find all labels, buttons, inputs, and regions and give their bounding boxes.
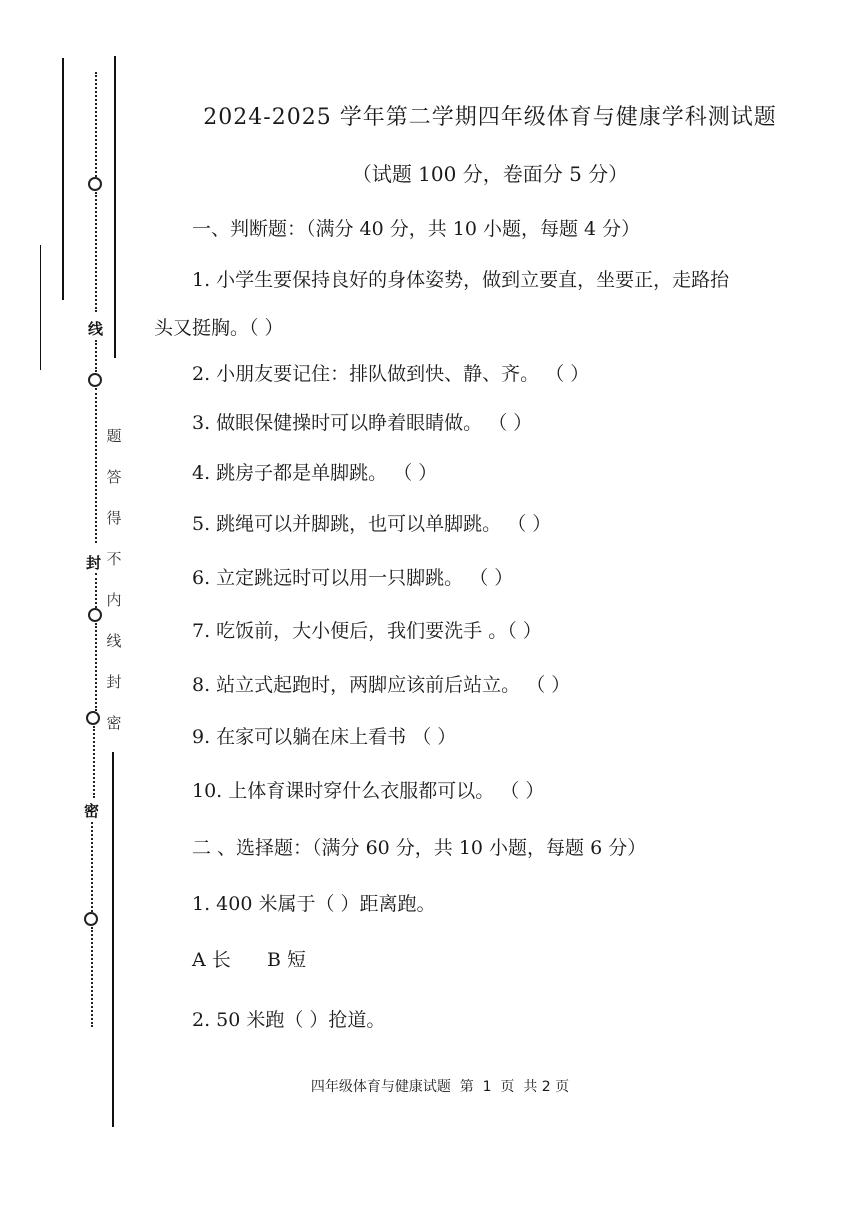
judge-question-1-line1: 1. 小学生要保持良好的身体姿势，做到立要直，坐要正，走路抬 <box>192 269 730 291</box>
instruction-char: 线 <box>106 632 122 650</box>
judge-question-2: 2. 小朋友要记住：排队做到快、静、齐。 （ ） <box>192 363 590 385</box>
margin-dotted-line-3 <box>95 340 97 372</box>
margin-ring-5 <box>84 912 98 926</box>
judge-question-7: 7. 吃饭前，大小便后，我们要洗手 。（ ） <box>192 620 542 642</box>
margin-rule-inner-bottom <box>112 752 114 1127</box>
judge-question-3: 3. 做眼保健操时可以睁着眼睛做。 （ ） <box>192 412 533 434</box>
judge-question-1-line2: 头又挺胸。（ ） <box>154 317 284 339</box>
choice-question-1-options: A 长 B 短 <box>192 949 307 971</box>
margin-rule-short <box>40 245 41 370</box>
margin-dotted-line-7 <box>93 726 95 798</box>
margin-dotted-line-9 <box>91 927 93 1027</box>
binding-instruction-vertical <box>104 416 124 744</box>
instruction-char: 密 <box>106 714 122 732</box>
choice-question-2: 2. 50 米跑（ ）抢道。 <box>192 1009 386 1031</box>
margin-dotted-line-5 <box>95 573 97 608</box>
judge-question-9: 9. 在家可以躺在床上看书 （ ） <box>192 726 457 748</box>
exam-subtitle: （试题 100 分，卷面分 5 分） <box>351 162 629 186</box>
judge-question-4: 4. 跳房子都是单脚跳。 （ ） <box>192 462 438 484</box>
instruction-char: 得 <box>106 509 122 527</box>
margin-ring-2 <box>88 373 102 387</box>
margin-dotted-line-4 <box>95 388 97 543</box>
page-footer: 四年级体育与健康试题 第 1 页 共 2 页 <box>310 1079 570 1095</box>
margin-dotted-line-8 <box>91 822 93 912</box>
instruction-char: 不 <box>106 550 122 568</box>
margin-rule-outer <box>62 58 64 300</box>
margin-ring-3 <box>88 608 102 622</box>
margin-char-xian: 线 <box>88 320 104 338</box>
margin-ring-4 <box>86 711 100 725</box>
margin-char-feng: 封 <box>86 554 102 572</box>
section1-heading: 一、判断题：（满分 40 分，共 10 小题，每题 4 分） <box>192 218 641 240</box>
margin-rule-inner-top <box>114 56 116 358</box>
margin-char-mi: 密 <box>84 802 100 820</box>
instruction-char: 题 <box>106 427 122 445</box>
choice-question-1: 1. 400 米属于（ ）距离跑。 <box>192 893 436 915</box>
margin-dotted-line-6 <box>95 623 97 711</box>
margin-dotted-line-1 <box>95 72 97 177</box>
instruction-char: 封 <box>106 673 122 691</box>
section2-heading: 二 、选择题：（满分 60 分，共 10 小题，每题 6 分） <box>192 837 647 859</box>
margin-dotted-line-2 <box>95 192 97 312</box>
exam-title: 2024-2025 学年第二学期四年级体育与健康学科测试题 <box>203 105 777 130</box>
judge-question-10: 10. 上体育课时穿什么衣服都可以。 （ ） <box>192 780 545 802</box>
judge-question-6: 6. 立定跳远时可以用一只脚跳。 （ ） <box>192 567 514 589</box>
instruction-char: 答 <box>106 468 122 486</box>
margin-ring-1 <box>88 177 102 191</box>
instruction-char: 内 <box>106 591 122 609</box>
binding-margin <box>0 0 140 1216</box>
judge-question-5: 5. 跳绳可以并脚跳，也可以单脚跳。 （ ） <box>192 513 552 535</box>
judge-question-8: 8. 站立式起跑时，两脚应该前后站立。 （ ） <box>192 674 571 696</box>
